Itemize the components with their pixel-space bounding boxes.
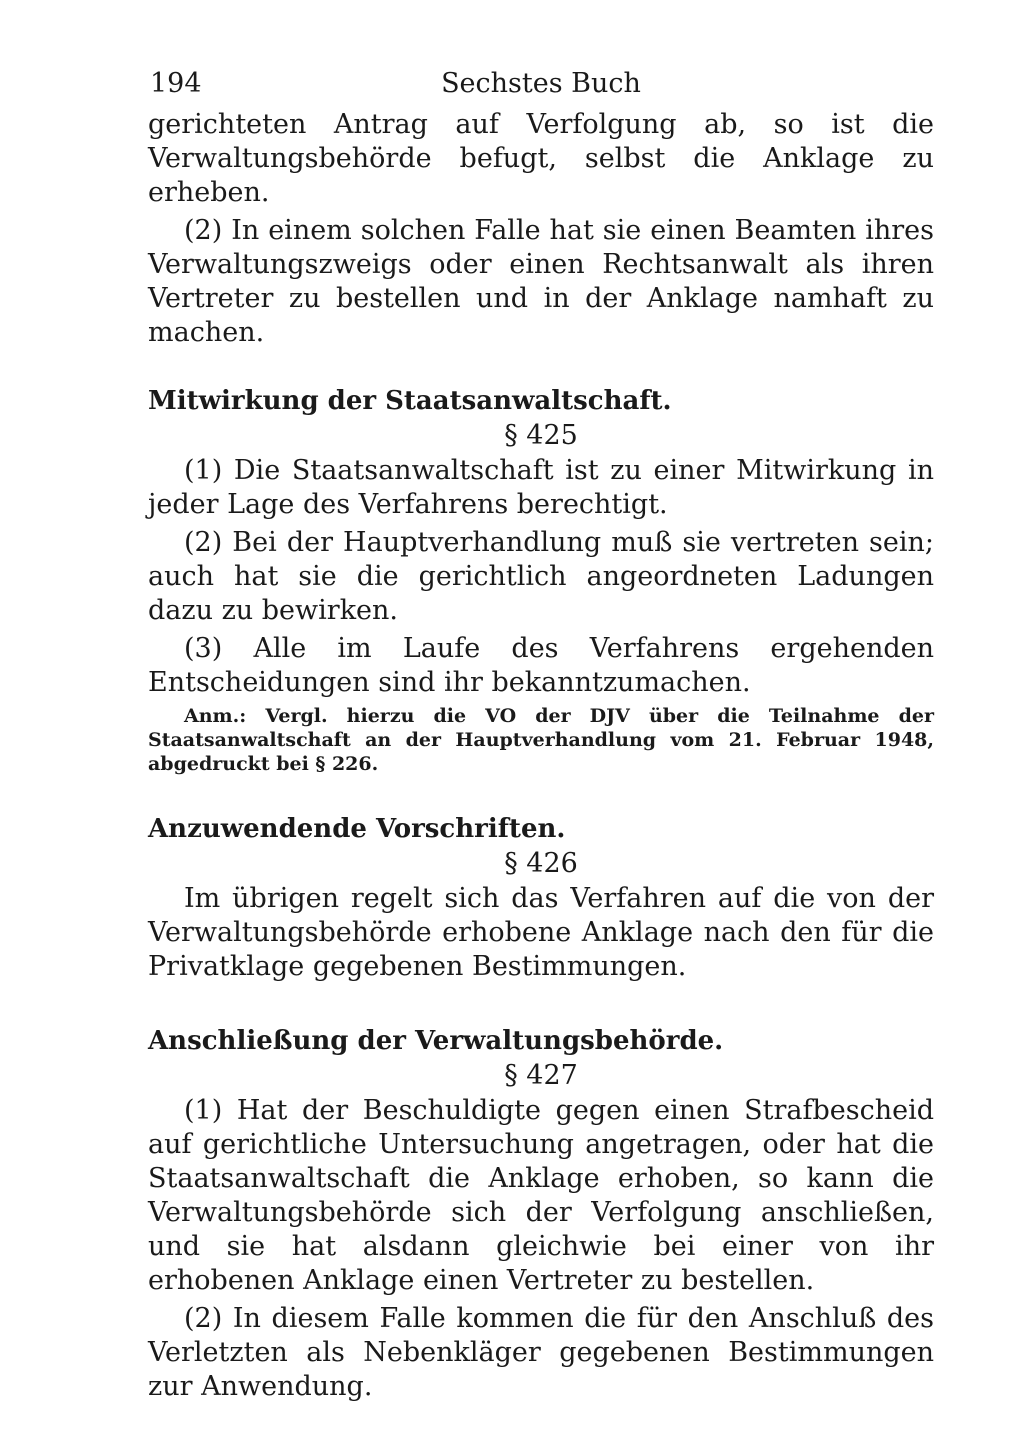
paragraph-425-3: (3) Alle im Laufe des Verfahrens ergehenden Entscheidungen sind ihr bekanntzumachen. (148, 633, 934, 698)
section-number-425: § 425 (504, 420, 578, 451)
paragraph-427-2: (2) In diesem Falle kommen die für den Anschluß des Verletzten als Nebenkläger gegebenen Bestimmungen zur Anwendung. (148, 1303, 934, 1402)
paragraph-425-1: (1) Die Staatsanwaltschaft ist zu einer Mitwirkung in jeder Lage des Verfahrens berechtigt. (148, 455, 934, 520)
section-heading-426: Anzuwendende Vorschriften. (148, 814, 566, 844)
paragraph-425-2: (2) Bei der Hauptverhandlung muß sie vertreten sein; auch hat sie die gerichtlich angeordneten Ladungen dazu zu bewirken. (148, 527, 934, 626)
book-page (148, 68, 934, 1404)
paragraph-427-1: (1) Hat der Beschuldigte gegen einen Strafbescheid auf gerichtliche Untersuchung angetragen, oder hat die Staatsanwaltschaft die Anklage erhoben, so kann die Verwaltungsbehörde sich der Verfolgung anschließen, und sie hat alsdann gleichwie bei einer von ihr erhobenen Anklage einen Vertreter zu bestellen. (148, 1095, 934, 1296)
page-header (148, 68, 934, 108)
annotation-label: Anm.: (184, 705, 247, 727)
section-heading-427: Anschließung der Verwaltungsbehörde. (148, 1026, 724, 1056)
section-number-427: § 427 (504, 1060, 578, 1091)
section-number-426: § 426 (504, 848, 578, 879)
paragraph-424-2: (2) In einem solchen Falle hat sie einen Beamten ihres Verwaltungszweigs oder einen Rechtsanwalt als ihren Vertreter zu bestellen und in der Anklage namhaft zu machen. (148, 215, 934, 348)
annotation-note (148, 704, 934, 776)
annotation-text: Vergl. hierzu die VO der DJV über die Teilnahme der Staatsanwaltschaft an der Hauptverhandlung vom 21. Februar 1948, abgedruckt bei § 226. (148, 705, 934, 775)
continued-paragraph: gerichteten Antrag auf Verfolgung ab, so ist die Verwaltungsbehörde befugt, selbst die Anklage zu erheben. (148, 109, 934, 208)
running-title: Sechstes Buch (441, 68, 641, 99)
page-number: 194 (150, 68, 202, 99)
section-heading-425: Mitwirkung der Staatsanwaltschaft. (148, 386, 672, 416)
paragraph-426: Im übrigen regelt sich das Verfahren auf die von der Verwaltungsbehörde erhobene Anklage nach den für die Privatklage gegebenen Bestimmungen. (148, 883, 934, 982)
